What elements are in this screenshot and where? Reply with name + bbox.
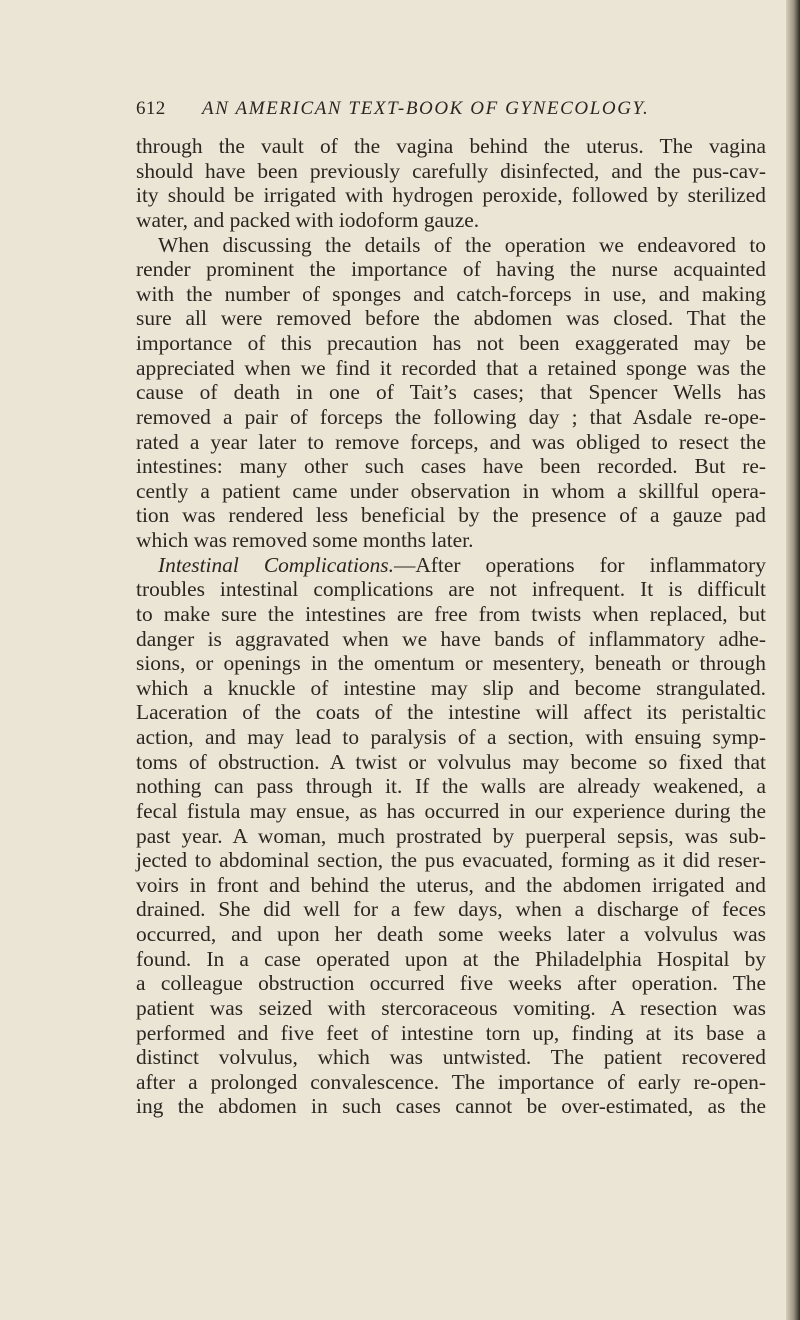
text-line: should have been previously carefully disinfected, and the pus-cav-: [136, 158, 766, 183]
text-line: sions, or openings in the omentum or mesentery, beneath or through: [136, 651, 766, 676]
text-line: appreciated when we find it recorded that a retained sponge was the: [136, 355, 766, 380]
text-line: intestines: many other such cases have been recorded. But re-: [136, 454, 766, 479]
page-edge-shadow: [786, 0, 800, 1320]
text-line: render prominent the importance of having the nurse acquainted: [136, 257, 766, 282]
text-line: Laceration of the coats of the intestine will affect its peristaltic: [136, 700, 766, 725]
text-line: cently a patient came under observation in whom a skillful opera-: [136, 478, 766, 503]
text-line: performed and five feet of intestine torn up, finding at its base a: [136, 1020, 766, 1045]
text-line: distinct volvulus, which was untwisted. The patient recovered: [136, 1045, 766, 1070]
text-line: drained. She did well for a few days, when a discharge of feces: [136, 897, 766, 922]
body-text: [136, 134, 766, 1119]
text-line: fecal fistula may ensue, as has occurred in our experience during the: [136, 798, 766, 823]
text-line: which was removed some months later.: [136, 528, 474, 552]
text-line: with the number of sponges and catch-forceps in use, and making: [136, 281, 766, 306]
text-line: ity should be irrigated with hydrogen peroxide, followed by sterilized: [136, 183, 766, 208]
text-line: water, and packed with iodoform gauze.: [136, 207, 480, 232]
text-line: rated a year later to remove forceps, and was obliged to resect the: [136, 429, 766, 454]
text-line: troubles intestinal complications are not infrequent. It is difficult: [136, 577, 766, 602]
text-line: occurred, and upon her death some weeks later a volvulus was: [136, 922, 766, 946]
section-heading: Intestinal Complications.: [158, 552, 394, 577]
page-header: [136, 98, 766, 124]
text-line: toms of obstruction. A twist or volvulus may become so fixed that: [136, 749, 766, 774]
text-line: after a prolonged convalescence. The importance of early re-open-: [136, 1069, 766, 1094]
text-line: patient was seized with stercoraceous vomiting. A resection was: [136, 995, 766, 1020]
running-title: AN AMERICAN TEXT-BOOK OF GYNECOLOGY.: [202, 98, 650, 119]
text-line: through the vault of the vagina behind the uterus. The vagina: [136, 134, 766, 158]
paragraph-start-line: When discussing the details of the operation we endeavored to: [158, 232, 766, 257]
text-line: to make sure the intestines are free from twists when replaced, but: [136, 601, 766, 626]
section-heading-continuation: —After operations for inflammatory: [393, 552, 766, 577]
text-line: removed a pair of forceps the following day ; that Asdale re-ope-: [136, 404, 766, 429]
text-line: jected to abdominal section, the pus evacuated, forming as it did reser-: [136, 848, 766, 873]
text-line: a colleague obstruction occurred five weeks after operation. The: [136, 971, 766, 996]
text-line: found. In a case operated upon at the Philadelphia Hospital by: [136, 946, 766, 971]
text-line: action, and may lead to paralysis of a section, with ensuing symp-: [136, 725, 766, 749]
text-line: past year. A woman, much prostrated by puerperal sepsis, was sub-: [136, 823, 766, 848]
text-line: importance of this precaution has not been exaggerated may be: [136, 331, 766, 355]
text-line: tion was rendered less beneficial by the presence of a gauze pad: [136, 503, 766, 528]
text-line: nothing can pass through it. If the walls are already weakened, a: [136, 774, 766, 799]
text-line: ing the abdomen in such cases cannot be over-estimated, as the: [136, 1094, 766, 1119]
page-number: 612: [136, 98, 166, 119]
text-line: which a knuckle of intestine may slip and become strangulated.: [136, 675, 766, 700]
text-line: voirs in front and behind the uterus, and the abdomen irrigated and: [136, 872, 766, 897]
text-line: danger is aggravated when we have bands of inflammatory adhe-: [136, 626, 766, 651]
text-line: cause of death in one of Tait’s cases; that Spencer Wells has: [136, 380, 766, 405]
section-heading-line: [136, 553, 766, 578]
text-line: sure all were removed before the abdomen was closed. That the: [136, 306, 766, 331]
